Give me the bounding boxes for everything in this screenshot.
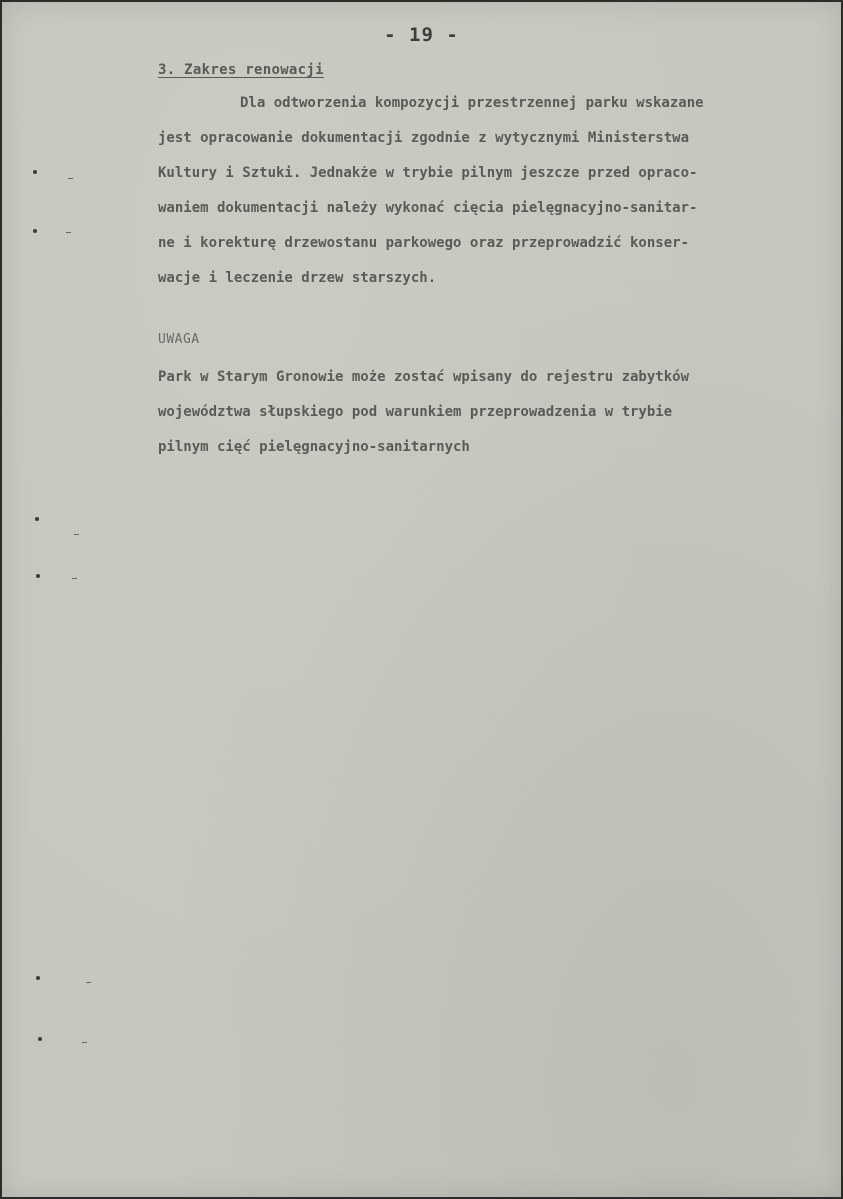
margin-dash xyxy=(82,1042,87,1043)
paragraph-line: ne i korekturę drzewostanu parkowego oraz przeprowadzić konser- xyxy=(158,235,690,251)
page-number: - 19 - xyxy=(384,24,459,46)
margin-mark xyxy=(36,574,40,578)
note-paragraph xyxy=(158,360,818,465)
paragraph-line: Dla odtworzenia kompozycji przestrzennej parku wskazane xyxy=(240,95,704,111)
margin-mark xyxy=(38,1037,42,1041)
margin-dash xyxy=(86,982,91,983)
margin-mark xyxy=(33,229,37,233)
paragraph-line: waniem dokumentacji należy wykonać cięcia pielęgnacyjno-sanitar- xyxy=(158,200,698,216)
note-line: Park w Starym Gronowie może zostać wpisany do rejestru zabytków xyxy=(158,369,690,385)
margin-dash xyxy=(72,578,77,579)
margin-mark xyxy=(36,976,40,980)
paragraph-line: wacje i leczenie drzew starszych. xyxy=(158,270,437,286)
margin-dash xyxy=(66,232,71,233)
section-paragraph xyxy=(158,86,818,296)
paragraph-line: Kultury i Sztuki. Jednakże w trybie pilnym jeszcze przed opraco- xyxy=(158,165,698,181)
margin-mark xyxy=(35,517,39,521)
note-title: UWAGA xyxy=(158,332,200,347)
paragraph-line: jest opracowanie dokumentacji zgodnie z wytycznymi Ministerstwa xyxy=(158,130,690,146)
note-line: województwa słupskiego pod warunkiem przeprowadzenia w trybie xyxy=(158,404,673,420)
margin-dash xyxy=(74,534,79,535)
margin-dash xyxy=(68,178,73,179)
margin-mark xyxy=(33,170,37,174)
note-line: pilnym cięć pielęgnacyjno-sanitarnych xyxy=(158,439,470,455)
section-heading: 3. Zakres renowacji xyxy=(158,62,324,78)
